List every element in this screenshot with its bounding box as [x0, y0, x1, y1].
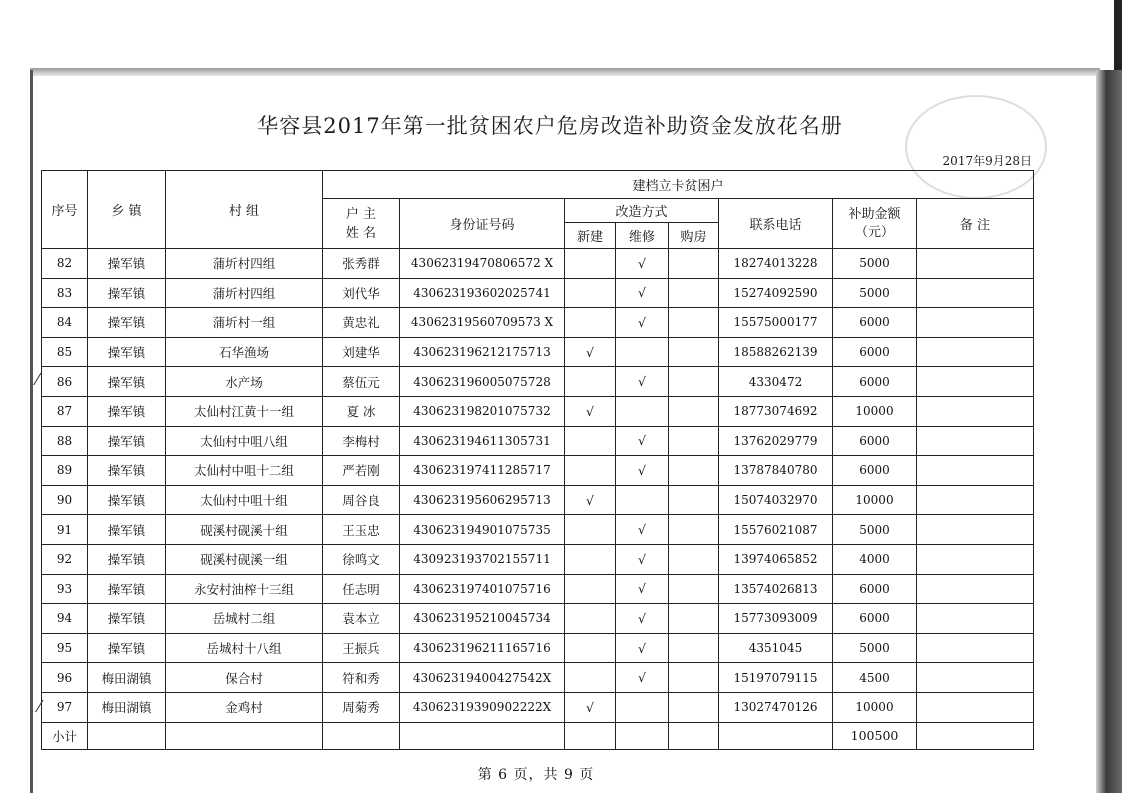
row-householder: 刘建华 — [323, 337, 400, 367]
table-row — [42, 515, 1034, 545]
row-repair — [616, 337, 669, 367]
table-row — [42, 249, 1034, 279]
row-purchase — [669, 396, 719, 426]
row-subsidy: 6000 — [833, 367, 917, 397]
row-subsidy: 5000 — [833, 249, 917, 279]
header-village: 村 组 — [166, 171, 323, 249]
row-village: 蒲圻村四组 — [166, 278, 323, 308]
row-village: 金鸡村 — [166, 692, 323, 722]
row-village: 岳城村二组 — [166, 604, 323, 634]
row-seq: 88 — [42, 426, 88, 456]
row-purchase — [669, 663, 719, 693]
subtotal-empty — [719, 722, 833, 749]
header-group: 建档立卡贫困户 — [323, 171, 1034, 199]
subtotal-empty — [166, 722, 323, 749]
row-phone: 18274013228 — [719, 249, 833, 279]
row-seq: 87 — [42, 396, 88, 426]
page-footer: 第 6 页，共 9 页 — [477, 767, 595, 783]
row-note — [917, 337, 1034, 367]
row-note — [917, 426, 1034, 456]
row-village: 岳城村十八组 — [166, 633, 323, 663]
row-subsidy: 6000 — [833, 337, 917, 367]
header-method: 改造方式 — [565, 199, 719, 223]
row-purchase — [669, 456, 719, 486]
row-new-build: √ — [565, 396, 616, 426]
row-village: 太仙村中咀八组 — [166, 426, 323, 456]
row-town: 操军镇 — [88, 515, 166, 545]
row-seq: 84 — [42, 308, 88, 338]
row-phone: 15197079115 — [719, 663, 833, 693]
handwritten-tick-mark: ⁄ — [36, 370, 39, 389]
row-householder: 刘代华 — [323, 278, 400, 308]
header-id-number: 身份证号码 — [400, 199, 565, 249]
row-phone: 15576021087 — [719, 515, 833, 545]
row-village: 保合村 — [166, 663, 323, 693]
row-subsidy: 10000 — [833, 692, 917, 722]
row-repair: √ — [616, 515, 669, 545]
table-row — [42, 367, 1034, 397]
subtotal-empty — [323, 722, 400, 749]
row-new-build: √ — [565, 485, 616, 515]
row-id-number: 43062319560709573 X — [400, 308, 565, 338]
row-id-number: 430623198201075732 — [400, 396, 565, 426]
header-new-build: 新建 — [565, 223, 616, 249]
row-subsidy: 10000 — [833, 485, 917, 515]
row-note — [917, 633, 1034, 663]
scan-shadow-right — [1096, 70, 1122, 793]
table-row — [42, 456, 1034, 486]
row-householder: 徐鸣文 — [323, 544, 400, 574]
header-phone: 联系电话 — [719, 199, 833, 249]
table-row — [42, 604, 1034, 634]
row-householder: 符和秀 — [323, 663, 400, 693]
row-village: 太仙村江黄十一组 — [166, 396, 323, 426]
row-village: 石华渔场 — [166, 337, 323, 367]
table-row — [42, 633, 1034, 663]
row-seq: 82 — [42, 249, 88, 279]
table-row — [42, 574, 1034, 604]
row-householder: 王振兵 — [323, 633, 400, 663]
row-phone: 4330472 — [719, 367, 833, 397]
row-seq: 91 — [42, 515, 88, 545]
row-repair: √ — [616, 663, 669, 693]
row-village: 蒲圻村四组 — [166, 249, 323, 279]
row-village: 太仙村中咀十二组 — [166, 456, 323, 486]
row-repair: √ — [616, 456, 669, 486]
row-id-number: 430623197401075716 — [400, 574, 565, 604]
scan-shadow-right-top — [1114, 0, 1122, 70]
row-id-number: 43062319470806572 X — [400, 249, 565, 279]
row-repair: √ — [616, 367, 669, 397]
row-householder: 黄忠礼 — [323, 308, 400, 338]
row-note — [917, 604, 1034, 634]
row-purchase — [669, 337, 719, 367]
row-id-number: 430623193602025741 — [400, 278, 565, 308]
subtotal-empty — [616, 722, 669, 749]
row-repair — [616, 396, 669, 426]
row-new-build — [565, 249, 616, 279]
row-purchase — [669, 308, 719, 338]
roster-body — [42, 249, 1034, 723]
row-seq: 95 — [42, 633, 88, 663]
row-purchase — [669, 278, 719, 308]
row-subsidy: 4000 — [833, 544, 917, 574]
handwritten-tick-mark: ⁄ — [38, 697, 41, 716]
row-new-build — [565, 515, 616, 545]
row-subsidy: 6000 — [833, 426, 917, 456]
row-repair — [616, 692, 669, 722]
row-note — [917, 692, 1034, 722]
table-row — [42, 692, 1034, 722]
row-purchase — [669, 515, 719, 545]
row-subsidy: 5000 — [833, 278, 917, 308]
scan-background — [0, 0, 1122, 68]
row-subsidy: 5000 — [833, 515, 917, 545]
row-householder: 周谷良 — [323, 485, 400, 515]
row-subsidy: 6000 — [833, 604, 917, 634]
row-householder: 周菊秀 — [323, 692, 400, 722]
row-seq: 94 — [42, 604, 88, 634]
header-subsidy: 补助金额 （元） — [833, 199, 917, 249]
row-new-build — [565, 544, 616, 574]
row-town: 操军镇 — [88, 604, 166, 634]
row-purchase — [669, 604, 719, 634]
row-repair: √ — [616, 249, 669, 279]
row-repair: √ — [616, 278, 669, 308]
row-town: 梅田湖镇 — [88, 663, 166, 693]
row-note — [917, 485, 1034, 515]
header-town: 乡 镇 — [88, 171, 166, 249]
row-repair: √ — [616, 604, 669, 634]
row-id-number: 430623195210045734 — [400, 604, 565, 634]
row-phone: 13027470126 — [719, 692, 833, 722]
row-repair: √ — [616, 574, 669, 604]
row-seq: 83 — [42, 278, 88, 308]
row-phone: 15074032970 — [719, 485, 833, 515]
row-note — [917, 456, 1034, 486]
row-town: 操军镇 — [88, 456, 166, 486]
row-householder: 王玉忠 — [323, 515, 400, 545]
row-new-build — [565, 574, 616, 604]
row-householder: 任志明 — [323, 574, 400, 604]
header-repair: 维修 — [616, 223, 669, 249]
row-householder: 袁本立 — [323, 604, 400, 634]
row-subsidy: 10000 — [833, 396, 917, 426]
row-id-number: 430923193702155711 — [400, 544, 565, 574]
row-note — [917, 249, 1034, 279]
row-subsidy: 6000 — [833, 456, 917, 486]
row-purchase — [669, 633, 719, 663]
row-id-number: 430623196211165716 — [400, 633, 565, 663]
row-phone: 15575000177 — [719, 308, 833, 338]
header-householder: 户 主 姓 名 — [323, 199, 400, 249]
row-new-build: √ — [565, 692, 616, 722]
row-note — [917, 574, 1034, 604]
row-id-number: 43062319390902222X — [400, 692, 565, 722]
row-seq: 92 — [42, 544, 88, 574]
row-id-number: 430623195606295713 — [400, 485, 565, 515]
row-householder: 李梅村 — [323, 426, 400, 456]
row-householder: 张秀群 — [323, 249, 400, 279]
row-village: 蒲圻村一组 — [166, 308, 323, 338]
row-note — [917, 278, 1034, 308]
row-householder: 夏 冰 — [323, 396, 400, 426]
subtotal-empty — [400, 722, 565, 749]
row-phone: 13574026813 — [719, 574, 833, 604]
row-town: 操军镇 — [88, 278, 166, 308]
row-new-build — [565, 278, 616, 308]
row-purchase — [669, 692, 719, 722]
row-seq: 96 — [42, 663, 88, 693]
document-date: 2017年9月28日 — [942, 154, 1032, 168]
row-subsidy: 4500 — [833, 663, 917, 693]
subtotal-empty — [917, 722, 1034, 749]
row-id-number: 430623194611305731 — [400, 426, 565, 456]
row-seq: 90 — [42, 485, 88, 515]
row-village: 砚溪村砚溪一组 — [166, 544, 323, 574]
subtotal-empty — [565, 722, 616, 749]
subtotal-empty — [669, 722, 719, 749]
row-new-build — [565, 426, 616, 456]
row-note — [917, 515, 1034, 545]
row-phone: 13762029779 — [719, 426, 833, 456]
row-new-build: √ — [565, 337, 616, 367]
row-village: 砚溪村砚溪十组 — [166, 515, 323, 545]
row-new-build — [565, 456, 616, 486]
row-note — [917, 308, 1034, 338]
header-seq: 序号 — [42, 171, 88, 249]
table-row — [42, 308, 1034, 338]
subtotal-empty — [88, 722, 166, 749]
row-phone: 15274092590 — [719, 278, 833, 308]
header-note: 备 注 — [917, 199, 1034, 249]
row-id-number: 430623196005075728 — [400, 367, 565, 397]
row-phone: 15773093009 — [719, 604, 833, 634]
row-phone: 13974065852 — [719, 544, 833, 574]
row-town: 操军镇 — [88, 426, 166, 456]
row-note — [917, 367, 1034, 397]
row-subsidy: 6000 — [833, 574, 917, 604]
table-row — [42, 278, 1034, 308]
row-town: 操军镇 — [88, 308, 166, 338]
row-village: 太仙村中咀十组 — [166, 485, 323, 515]
row-id-number: 430623197411285717 — [400, 456, 565, 486]
row-phone: 18773074692 — [719, 396, 833, 426]
row-seq: 97 — [42, 692, 88, 722]
row-householder: 蔡伍元 — [323, 367, 400, 397]
row-village: 水产场 — [166, 367, 323, 397]
row-repair: √ — [616, 633, 669, 663]
subtotal-amount: 100500 — [833, 722, 917, 749]
row-town: 梅田湖镇 — [88, 692, 166, 722]
row-purchase — [669, 574, 719, 604]
row-new-build — [565, 604, 616, 634]
row-subsidy: 6000 — [833, 308, 917, 338]
row-householder: 严若刚 — [323, 456, 400, 486]
row-seq: 93 — [42, 574, 88, 604]
table-row — [42, 544, 1034, 574]
table-row — [42, 485, 1034, 515]
row-id-number: 43062319400427542X — [400, 663, 565, 693]
row-village: 永安村油榨十三组 — [166, 574, 323, 604]
table-row — [42, 663, 1034, 693]
table-row — [42, 396, 1034, 426]
row-repair: √ — [616, 308, 669, 338]
roster-table — [41, 170, 1034, 750]
row-town: 操军镇 — [88, 633, 166, 663]
row-repair: √ — [616, 426, 669, 456]
row-town: 操军镇 — [88, 367, 166, 397]
row-id-number: 430623194901075735 — [400, 515, 565, 545]
row-new-build — [565, 367, 616, 397]
subtotal-row — [42, 722, 1034, 749]
row-seq: 85 — [42, 337, 88, 367]
row-town: 操军镇 — [88, 396, 166, 426]
row-repair: √ — [616, 544, 669, 574]
row-phone: 13787840780 — [719, 456, 833, 486]
table-row — [42, 337, 1034, 367]
row-subsidy: 5000 — [833, 633, 917, 663]
row-phone: 4351045 — [719, 633, 833, 663]
row-purchase — [669, 544, 719, 574]
row-note — [917, 396, 1034, 426]
row-town: 操军镇 — [88, 485, 166, 515]
row-town: 操军镇 — [88, 574, 166, 604]
table-row — [42, 426, 1034, 456]
row-phone: 18588262139 — [719, 337, 833, 367]
row-purchase — [669, 249, 719, 279]
row-new-build — [565, 633, 616, 663]
row-seq: 89 — [42, 456, 88, 486]
row-repair — [616, 485, 669, 515]
row-town: 操军镇 — [88, 337, 166, 367]
row-purchase — [669, 426, 719, 456]
row-note — [917, 663, 1034, 693]
row-purchase — [669, 367, 719, 397]
row-new-build — [565, 308, 616, 338]
row-town: 操军镇 — [88, 249, 166, 279]
subtotal-label: 小计 — [42, 722, 88, 749]
row-id-number: 430623196212175713 — [400, 337, 565, 367]
row-note — [917, 544, 1034, 574]
document-title: 华容县2017年第一批贫困农户危房改造补助资金发放花名册 — [257, 114, 843, 138]
row-town: 操军镇 — [88, 544, 166, 574]
header-purchase: 购房 — [669, 223, 719, 249]
row-purchase — [669, 485, 719, 515]
row-new-build — [565, 663, 616, 693]
row-seq: 86 — [42, 367, 88, 397]
